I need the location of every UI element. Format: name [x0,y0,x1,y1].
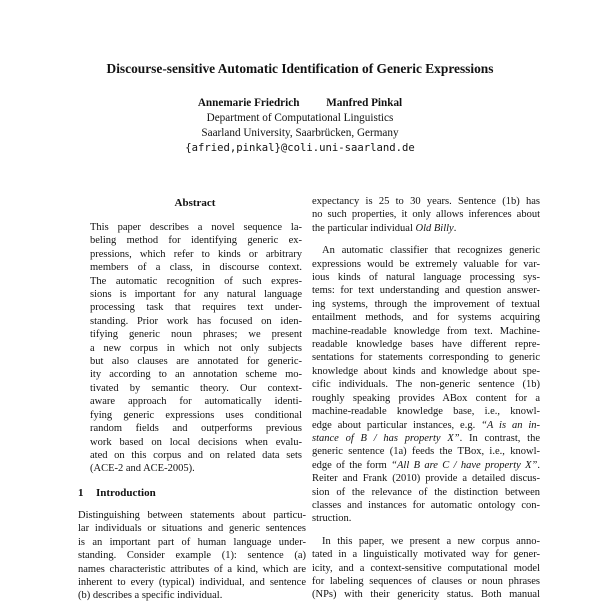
abstract-line: aware approach for automatically identi- [90,396,302,408]
abstract-line: processing task that requires text under- [90,302,302,314]
text-run: the particular individual [312,222,416,234]
text-line: sion of the relevance of the distinction between [312,486,540,498]
text-line: generic sentence (1a) feeds the TBox, i.e., knowl- [312,446,540,458]
text-line: In this paper, we present a new corpus anno- [322,535,540,547]
section-title: Introduction [96,487,156,499]
paper-title: Discourse-sensitive Automatic Identification of Generic Expressions [106,61,494,76]
text-line: tated in a linguistically motivated way for gener- [312,549,540,561]
text-line: expressions would be extremely valuable for var- [312,258,540,270]
text-line: no such properties, it only allows inferences about [312,209,540,221]
text-run: edge about particular instances, e.g. [312,419,482,431]
text-line: An automatic classifier that recognizes generic [322,245,540,257]
abstract-line: tivated by semantic theory. Our context- [90,382,302,394]
affiliation-university: Saarland University, Saarbrücken, Germany [201,127,399,139]
abstract-line: This paper describes a novel sequence la- [90,222,302,233]
text-line: classes and instances for automatic ontology con- [312,499,540,511]
abstract-line: ity according to an annotation scheme mo- [90,369,302,381]
example-quote: “A is an in- [481,419,540,431]
text-line: roughly speaking provides ABox content for a [312,392,540,404]
text-run: . In contrast, the [459,432,541,444]
text-line: sentations for statements corresponding to generic [312,352,540,364]
text-line: tems: for text understanding and question answer- [312,285,540,297]
intro-line: Distinguishing between statements about particu- [78,510,306,521]
intro-line: names characteristic attributes of a kind, which are [78,563,306,575]
abstract-line: random fields and outperforms previous [90,423,302,435]
example-name: Old Billy [415,222,454,234]
author-email[interactable]: {afried,pinkal}@coli.uni-saarland.de [185,142,415,154]
affiliation-dept: Department of Computational Linguistics [206,112,394,124]
text-line: knowledge about kinds and knowledge about spe- [312,365,540,377]
text-line: ious kinds of natural language processing sys- [312,272,540,284]
abstract-line: fying generic expressions uses conditional [90,409,302,421]
intro-line: lar individuals or situations and generic sentences [78,523,306,535]
text-run: . [537,459,541,471]
abstract-line: standing. Prior work has focused on iden- [90,315,302,327]
abstract-line: pressions, which refer to kinds or arbitrary [90,248,302,260]
text-run: edge of the form [312,459,392,471]
text-line: entailment methods, and for systems acquiring [312,312,540,324]
text-line: Reiter and Frank (2010) provide a detailed discus- [312,473,540,485]
text-line [312,459,540,472]
abstract-heading: Abstract [174,197,216,209]
abstract-line: but also clauses are annotated for generic- [90,356,302,368]
section-heading-introduction [78,487,156,499]
text-line: cific individuals. The non-generic sentence (1b) [312,379,540,391]
text-line: icity, and a context-sensitive computational model [312,562,540,574]
text-line: (NPs) with their genericity status. Both manual [312,589,540,601]
abstract-line: ated on this corpus and on related data sets [90,449,302,461]
abstract-line: members of a class, in discourse context. [90,262,302,274]
text-line: machine-readable knowledge from text. Machine- [312,325,540,337]
section-number: 1 [78,487,84,499]
example-quote: “All B are C / have property X” [391,459,538,471]
text-line: machine-readable knowledge base, i.e., knowl- [312,406,540,418]
abstract-body [90,221,302,476]
abstract-line: a new corpus in which not only subjects [90,342,302,354]
abstract-line: (ACE-2 and ACE-2005). [90,463,195,475]
abstract-line: beling method for identifying generic ex- [90,235,302,247]
text-line [312,419,540,432]
author-names [0,97,600,109]
paragraph-gap [312,235,540,244]
intro-line: inherent to every (typical) individual, and sentence [78,577,306,589]
abstract-line: sions is important for any natural language [90,289,302,301]
intro-line: (b) describes a specific individual. [78,590,223,602]
text-line [312,432,540,445]
author-2: Manfred Pinkal [326,97,403,109]
introduction-body [78,509,306,603]
abstract-line: tifying generic noun phrases; we present [90,329,302,341]
abstract-line: work based on local decisions when evalu- [90,436,302,448]
example-quote: stance of B / has property X” [312,432,460,444]
text-line: expectancy is 25 to 30 years. Sentence (1b) has [312,196,540,207]
text-line: readable knowledge bases have different repre- [312,339,540,351]
text-line: for labeling sequences of clauses or noun phrases [312,575,540,587]
text-line: struction. [312,513,352,525]
abstract-line: The automatic recognition of such expres- [90,275,302,287]
intro-line: standing. Consider example (1): sentence (a) [78,550,306,562]
intro-line: is an important part of human language under- [78,536,306,548]
text-line [312,222,540,235]
author-1: Annemarie Friedrich [197,97,300,109]
paragraph-gap [312,526,540,535]
right-column-body [312,195,540,602]
text-run: . [453,222,457,234]
text-line: ing systems, through the improvement of textual [312,298,540,310]
